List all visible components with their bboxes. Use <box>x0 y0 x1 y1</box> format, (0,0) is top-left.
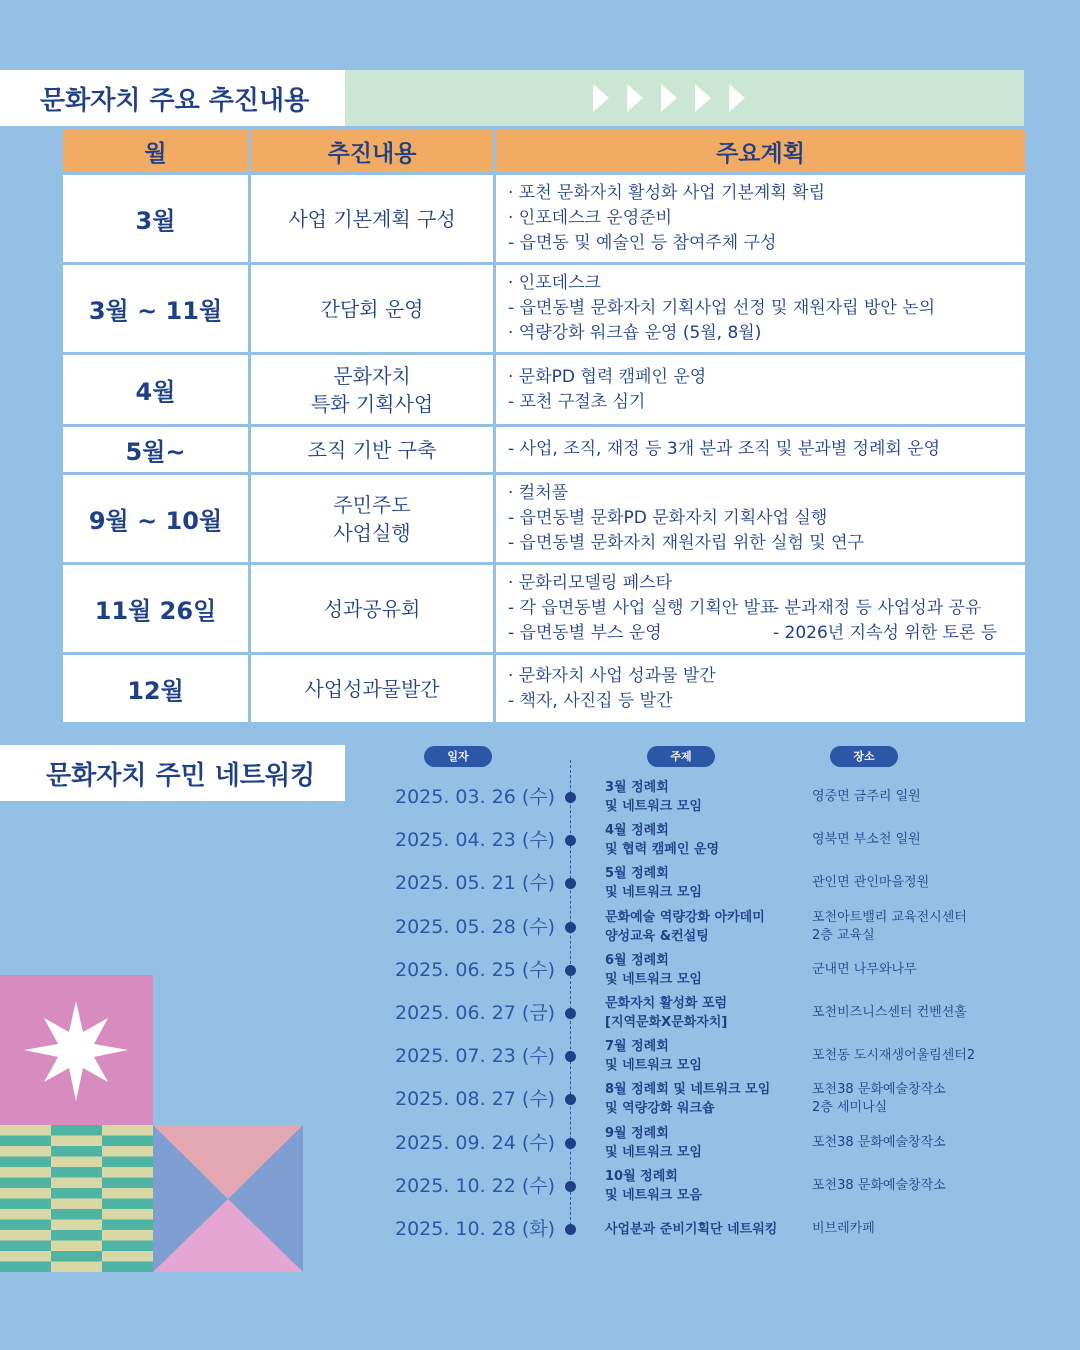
event-topic <box>605 1123 702 1163</box>
plan-row <box>62 474 1027 564</box>
play-arrow-icon <box>695 84 711 112</box>
event-place-line: 포천38 문화예술창작소 <box>812 1177 946 1193</box>
event-place-line: 영중면 금주리 일원 <box>812 789 921 804</box>
plan-line: · 인포데스크 <box>508 273 601 293</box>
checker-cell <box>0 1167 51 1178</box>
timeline-dot-icon <box>565 792 576 803</box>
checker-cell <box>51 1136 102 1147</box>
event-place-line: 포천아트밸리 교육전시센터 <box>812 909 967 925</box>
checker-cell <box>102 1230 153 1241</box>
plan-cell <box>495 354 1027 426</box>
content-line: 성과공유회 <box>323 596 421 621</box>
event-place <box>812 1079 946 1119</box>
column-header-content: 추진내용 <box>250 129 495 174</box>
plan-cell <box>495 654 1027 724</box>
content-cell <box>250 474 495 564</box>
content-cell <box>250 264 495 354</box>
event-row <box>0 777 1080 817</box>
event-topic-line: 4월 정례회 <box>605 823 669 839</box>
content-line: 사업실행 <box>333 520 411 545</box>
plan-line: - 읍면동별 문화PD 문화자치 기획사업 실행 <box>508 508 828 528</box>
checker-cell <box>51 1178 102 1189</box>
event-place <box>812 1036 975 1076</box>
plan-line-pair <box>508 596 1013 621</box>
content-cell <box>250 174 495 264</box>
event-place-line: 군내면 나무와나무 <box>812 961 917 977</box>
plan-line: - 읍면동별 부스 운영 <box>508 623 662 643</box>
content-cell <box>250 654 495 724</box>
plan-cell <box>495 474 1027 564</box>
plan-line: - 2026년 지속성 위한 토론 등 <box>773 623 998 643</box>
event-topic-line: 및 네트워크 모임 <box>605 885 702 901</box>
content-line: 간담회 운영 <box>320 296 424 321</box>
event-topic-line: 문화자치 활성화 포럼 <box>605 996 728 1011</box>
event-row <box>0 820 1080 860</box>
timeline-dot-icon <box>565 878 576 889</box>
play-arrow-icon <box>627 84 643 112</box>
event-topic-line: 및 네트워크 모음 <box>605 1187 702 1203</box>
event-date: 2025. 10. 28 (화) <box>395 1218 556 1240</box>
event-place-line: 포천동 도시재생어울림센터2 <box>812 1048 976 1064</box>
month-cell: 9월 ~ 10월 <box>62 474 250 564</box>
event-date: 2025. 06. 25 (수) <box>395 958 556 981</box>
event-row <box>0 907 1080 947</box>
event-topic-line: 5월 정례회 <box>605 866 669 882</box>
event-date: 2025. 04. 23 (수) <box>395 829 556 852</box>
column-header-plan: 주요계획 <box>495 129 1027 174</box>
event-topic <box>605 1209 777 1249</box>
event-topic-line: 7월 정례회 <box>605 1039 669 1055</box>
event-place <box>812 907 967 947</box>
plan-line: - 사업, 조직, 재정 등 3개 분과 조직 및 분과별 정례회 운영 <box>508 439 941 459</box>
content-cell <box>250 354 495 426</box>
checker-cell <box>51 1241 102 1252</box>
event-place-line: 2층 교육실 <box>812 927 875 943</box>
plan-line: - 분과재정 등 사업성과 공유 <box>773 598 982 618</box>
event-topic-line: 3월 정례회 <box>605 780 669 795</box>
event-place <box>812 820 921 860</box>
plan-row <box>62 654 1027 724</box>
content-cell <box>250 426 495 474</box>
content-line: 사업성과물발간 <box>304 676 440 701</box>
event-topic <box>605 1079 770 1119</box>
event-topic-line: 및 협력 캠페인 운영 <box>605 842 720 858</box>
month-cell: 3월 ~ 11월 <box>62 264 250 354</box>
event-place-line: 포천38 문화예술창작소 <box>812 1134 946 1150</box>
event-topic-line: 10월 정례회 <box>605 1168 678 1184</box>
event-row <box>0 863 1080 903</box>
checker-cell <box>0 1125 51 1136</box>
checker-cell <box>0 1251 51 1262</box>
plan-line: · 문화리모델링 페스타 <box>508 573 673 593</box>
play-arrow-icon <box>661 84 677 112</box>
timeline-dot-icon <box>565 965 576 976</box>
timeline-dot-icon <box>565 1051 576 1062</box>
event-topic <box>605 950 702 990</box>
event-place-line: 포천비즈니스센터 컨벤션홀 <box>812 1005 967 1020</box>
plan-row <box>62 174 1027 264</box>
event-topic <box>605 1166 702 1206</box>
event-topic <box>605 777 702 817</box>
event-date: 2025. 08. 27 (수) <box>395 1088 556 1111</box>
event-topic-line: 사업분과 준비기획단 네트워킹 <box>605 1221 778 1237</box>
plan-line: - 책자, 사진집 등 발간 <box>508 690 673 711</box>
event-topic <box>605 907 765 947</box>
checker-cell <box>102 1146 153 1157</box>
header-arrow-band <box>345 70 1024 126</box>
event-place-line: 영북면 부소천 일원 <box>812 832 921 848</box>
section2-title: 문화자치 주민 네트워킹 <box>0 745 345 801</box>
content-line: 주민주도 <box>333 492 411 517</box>
date-column-badge: 일자 <box>424 746 492 767</box>
event-topic-line: 및 네트워크 모임 <box>605 1144 702 1160</box>
timeline-dot-icon <box>565 922 576 933</box>
event-topic-line: 양성교육 &컨설팅 <box>605 928 709 944</box>
event-place <box>812 993 967 1033</box>
checker-cell <box>102 1251 153 1262</box>
event-place-line: 관인면 관인마을정원 <box>812 875 930 891</box>
event-date: 2025. 05. 28 (수) <box>395 915 556 938</box>
content-line: 문화자치 <box>333 363 411 388</box>
checker-cell <box>102 1209 153 1220</box>
month-cell: 12월 <box>62 654 250 724</box>
event-topic <box>605 1036 702 1076</box>
event-date: 2025. 07. 23 (수) <box>395 1045 556 1068</box>
checker-cell <box>102 1188 153 1199</box>
plan-line: · 문화PD 협력 캠페인 운영 <box>508 366 707 387</box>
event-place <box>812 777 921 817</box>
event-date: 2025. 10. 22 (수) <box>395 1174 556 1197</box>
month-cell: 5월~ <box>62 426 250 474</box>
play-arrow-icon <box>729 84 745 112</box>
plan-line-pair <box>508 621 1013 646</box>
event-date: 2025. 09. 24 (수) <box>395 1131 556 1154</box>
plan-line: - 읍면동별 문화자치 재원자립 위한 실험 및 연구 <box>508 533 864 553</box>
checker-cell <box>102 1167 153 1178</box>
plan-line: · 컬처풀 <box>508 483 569 503</box>
place-column-badge: 장소 <box>830 746 898 767</box>
event-topic-line: 9월 정례회 <box>605 1125 669 1141</box>
plan-table <box>60 127 1028 725</box>
plan-line: - 각 읍면동별 사업 실행 기획안 발표 <box>508 598 777 618</box>
timeline-dot-icon <box>565 1008 576 1019</box>
checker-cell <box>0 1230 51 1241</box>
plan-cell <box>495 564 1027 654</box>
column-header-month: 월 <box>62 129 250 174</box>
timeline-dot-icon <box>565 835 576 846</box>
checker-cell <box>51 1157 102 1168</box>
event-place-line: 2층 세미나실 <box>812 1100 888 1116</box>
checker-cell <box>51 1220 102 1231</box>
timeline-dot-icon <box>565 1181 576 1192</box>
play-arrow-icon <box>593 84 609 112</box>
arrow-decoration <box>593 84 745 112</box>
checker-cell <box>51 1199 102 1210</box>
event-place <box>812 1166 946 1206</box>
timeline-dot-icon <box>565 1138 576 1149</box>
event-topic <box>605 820 719 860</box>
geometric-decoration <box>0 975 305 1275</box>
event-topic-line: 및 네트워크 모임 <box>605 799 702 814</box>
content-line: 특화 기획사업 <box>310 391 434 416</box>
plan-line: - 읍면동별 문화자치 기획사업 선정 및 재원자립 방안 논의 <box>508 298 936 318</box>
event-place <box>812 863 929 903</box>
event-place-line: 포천38 문화예술창작소 <box>812 1082 946 1098</box>
content-line: 조직 기반 구축 <box>307 437 437 462</box>
checker-cell <box>0 1209 51 1220</box>
event-topic <box>605 993 727 1033</box>
plan-cell <box>495 426 1027 474</box>
checker-cell <box>51 1262 102 1273</box>
event-date: 2025. 05. 21 (수) <box>395 872 556 895</box>
checker-cell <box>102 1125 153 1136</box>
timeline-dot-icon <box>565 1224 576 1235</box>
section1-title: 문화자치 주요 추진내용 <box>0 70 345 126</box>
month-cell: 4월 <box>62 354 250 426</box>
event-place-line: 비브레카페 <box>812 1221 875 1236</box>
content-cell <box>250 564 495 654</box>
month-cell: 3월 <box>62 174 250 264</box>
plan-line: - 포천 구절초 심기 <box>508 391 646 412</box>
event-place <box>812 950 917 990</box>
timeline-dot-icon <box>565 1094 576 1105</box>
plan-row <box>62 426 1027 474</box>
plan-line: · 인포데스크 운영준비 <box>508 208 673 228</box>
section1-header <box>0 70 1024 126</box>
event-topic-line: 및 네트워크 모임 <box>605 1058 702 1074</box>
event-topic-line: 6월 정례회 <box>605 952 669 968</box>
checker-cell <box>0 1188 51 1199</box>
event-place <box>812 1209 875 1249</box>
plan-line: · 포천 문화자치 활성화 사업 기본계획 확립 <box>508 183 826 203</box>
event-date: 2025. 06. 27 (금) <box>395 1002 556 1024</box>
topic-column-badge: 주제 <box>647 746 715 767</box>
month-cell: 11월 26일 <box>62 564 250 654</box>
event-place <box>812 1123 946 1163</box>
plan-cell <box>495 174 1027 264</box>
content-line: 사업 기본계획 구성 <box>288 206 456 231</box>
plan-line: - 읍면동 및 예술인 등 참여주체 구성 <box>508 233 777 253</box>
plan-row <box>62 564 1027 654</box>
plan-cell <box>495 264 1027 354</box>
event-topic-line: 8월 정례회 및 네트워크 모임 <box>605 1082 771 1098</box>
plan-line: · 역량강화 워크숍 운영 (5월, 8월) <box>508 323 762 343</box>
event-topic-line: 문화예술 역량강화 아카데미 <box>605 909 765 925</box>
event-topic-line: 및 역량강화 워크숍 <box>605 1101 715 1117</box>
event-date: 2025. 03. 26 (수) <box>395 786 556 808</box>
plan-line: · 문화자치 사업 성과물 발간 <box>508 665 716 686</box>
event-topic-line: [지역문화X문화자치] <box>605 1015 728 1030</box>
plan-table-header <box>62 129 1027 174</box>
plan-row <box>62 354 1027 426</box>
plan-row <box>62 264 1027 354</box>
event-topic-line: 및 네트워크 모임 <box>605 971 702 987</box>
event-topic <box>605 863 702 903</box>
checker-cell <box>0 1146 51 1157</box>
